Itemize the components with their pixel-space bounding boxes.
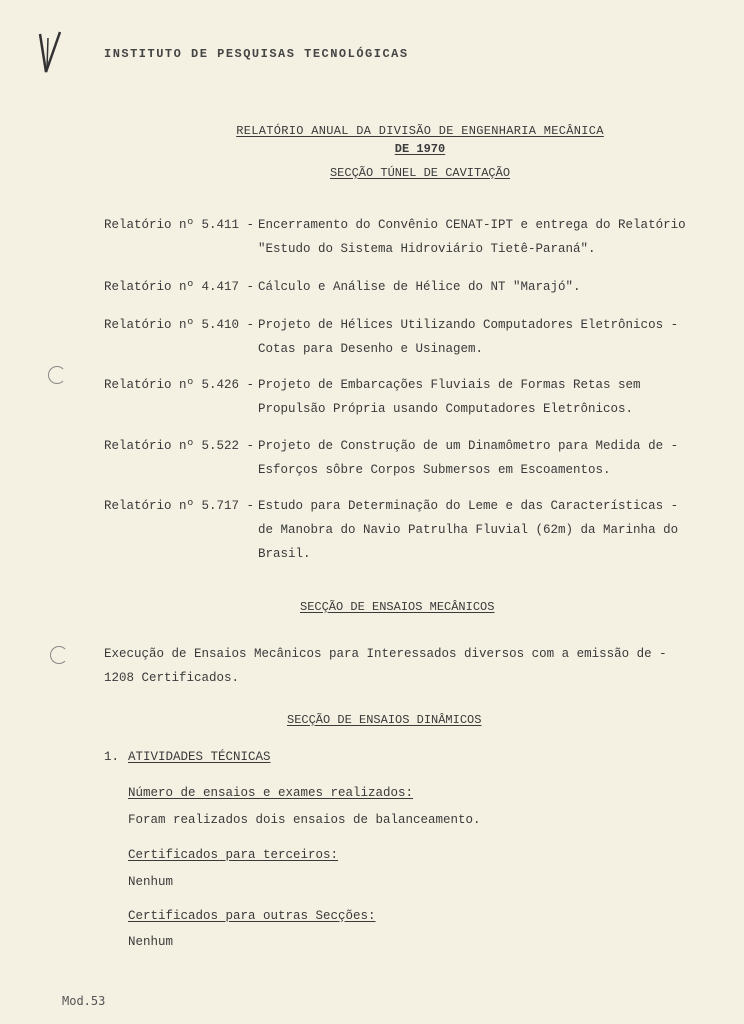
section-title-cavitation: SECÇÃO TÚNEL DE CAVITAÇÃO: [329, 166, 511, 180]
report-entry: [104, 275, 694, 299]
form-code: Mod.53: [62, 994, 106, 1008]
section-title-dynamic: SECÇÃO DE ENSAIOS DINÂMICOS: [287, 713, 482, 727]
report-entry: [104, 434, 694, 482]
punch-hole: [48, 366, 66, 384]
report-title: RELATÓRIO ANUAL DA DIVISÃO DE ENGENHARIA MECÂNICA: [236, 124, 604, 138]
report-label: Relatório nº 5.426 -: [104, 378, 255, 392]
subsection-title: Número de ensaios e exames realizados:: [128, 786, 414, 800]
report-label: Relatório nº 4.417 -: [104, 280, 255, 294]
report-text: Projeto de Hélices Utilizando Computadores Eletrônicos - Cotas para Desenho e Usinagem.: [258, 318, 679, 356]
section-title-mechanical: SECÇÃO DE ENSAIOS MECÂNICOS: [300, 600, 495, 614]
report-entry: [104, 213, 694, 261]
report-label: Relatório nº 5.522 -: [104, 439, 255, 453]
report-entry: [104, 373, 694, 421]
report-entry: [104, 313, 694, 361]
subsection-title: Certificados para terceiros:: [128, 848, 339, 862]
item-number: 1.: [104, 750, 120, 764]
item-title: ATIVIDADES TÉCNICAS: [128, 750, 271, 764]
report-label: Relatório nº 5.717 -: [104, 499, 255, 513]
subsection-text: Foram realizados dois ensaios de balanceamento.: [128, 813, 481, 827]
report-year: DE 1970: [394, 142, 446, 156]
report-label: Relatório nº 5.410 -: [104, 318, 255, 332]
subsection-title: Certificados para outras Secções:: [128, 909, 376, 923]
report-text: Cálculo e Análise de Hélice do NT "Marajó".: [258, 280, 581, 294]
subsection-text: Nenhum: [128, 935, 174, 949]
handwritten-check-mark: [34, 28, 64, 78]
punch-hole: [50, 646, 68, 664]
report-text: Projeto de Embarcações Fluviais de Formas Retas sem Propulsão Própria usando Computadores Eletrônicos.: [258, 378, 641, 416]
report-text: Estudo para Determinação do Leme e das Características - de Manobra do Navio Patrulha Fluvial (62m) da Marinha do Brasil.: [258, 499, 679, 561]
report-label: Relatório nº 5.411 -: [104, 218, 255, 232]
report-text: Projeto de Construção de um Dinamômetro para Medida de - Esforços sôbre Corpos Submersos em Escoamentos.: [258, 439, 679, 477]
institute-header: INSTITUTO DE PESQUISAS TECNOLÓGICAS: [104, 47, 409, 61]
subsection-text: Nenhum: [128, 875, 174, 889]
report-entry: [104, 494, 694, 566]
section-mechanical-text: Execução de Ensaios Mecânicos para Interessados diversos com a emissão de - 1208 Certificados.: [104, 647, 667, 685]
report-text: Encerramento do Convênio CENAT-IPT e entrega do Relatório "Estudo do Sistema Hidroviário Tietê-Paraná".: [258, 218, 686, 256]
